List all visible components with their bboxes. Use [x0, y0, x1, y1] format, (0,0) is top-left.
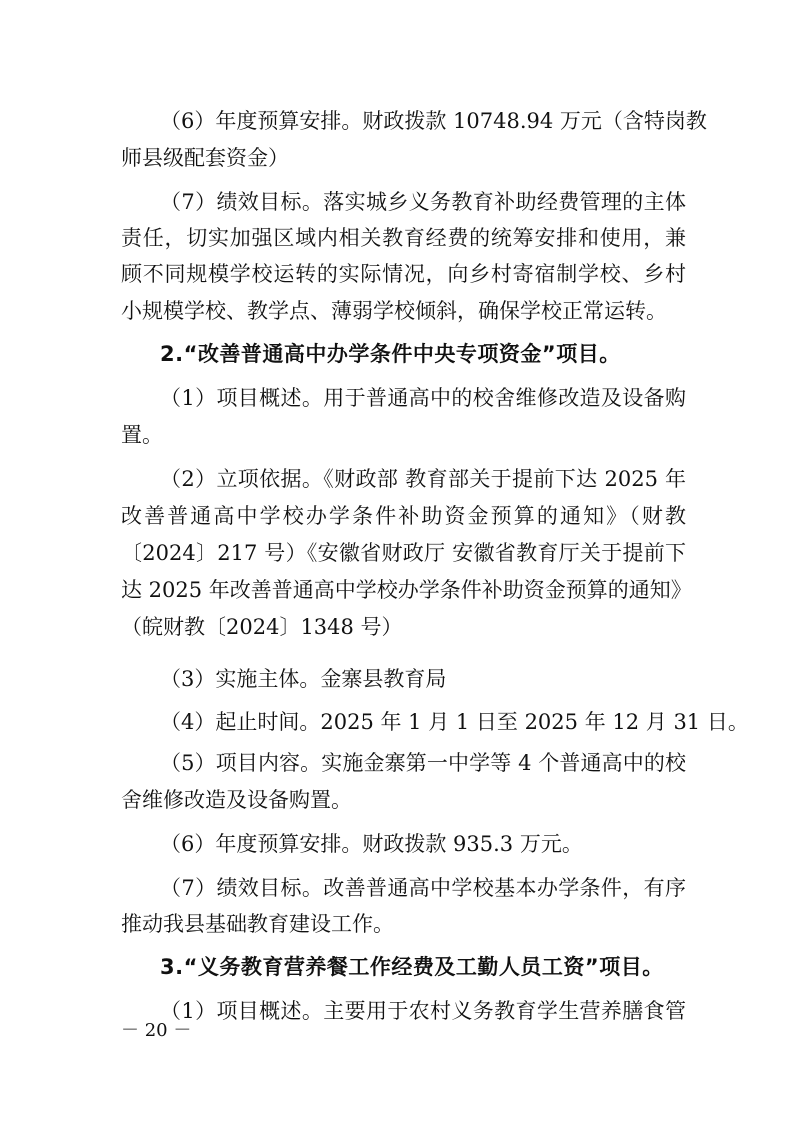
paragraph-line: （5）项目内容。实施金寨第一中学等 4 个普通高中的校 — [160, 751, 686, 775]
paragraph-line: （4）起止时间。2025 年 1 月 1 日至 2025 年 12 月 31 日。 — [160, 710, 749, 734]
paragraph-line: 师县级配套资金） — [121, 146, 289, 170]
paragraph-line: （1）项目概述。主要用于农村义务教育学生营养膳食管 — [160, 999, 686, 1023]
paragraph-line: （3）实施主体。金寨县教育局 — [160, 667, 447, 691]
paragraph-line: （1）项目概述。用于普通高中的校舍维修改造及设备购 — [160, 386, 686, 410]
paragraph-line: （6）年度预算安排。财政拨款 10748.94 万元（含特岗教 — [160, 109, 707, 133]
section-heading: 3.“义务教育营养餐工作经费及工勤人员工资”项目。 — [160, 955, 664, 979]
paragraph-line: 〔2024〕217 号）《安徽省财政厅 安徽省教育厅关于提前下 — [121, 541, 686, 565]
page-number: － 20 － — [121, 1020, 192, 1041]
paragraph-line: 小规模学校、教学点、薄弱学校倾斜，确保学校正常运转。 — [121, 299, 667, 323]
paragraph-line: 推动我县基础教育建设工作。 — [121, 912, 394, 936]
paragraph-line: 舍维修改造及设备购置。 — [121, 788, 352, 812]
paragraph-line: 顾不同规模学校运转的实际情况，向乡村寄宿制学校、乡村 — [121, 262, 686, 286]
paragraph-line: 改善普通高中学校办学条件补助资金预算的通知》（财教 — [121, 504, 686, 528]
paragraph-line: 置。 — [121, 423, 163, 447]
paragraph-line: 达 2025 年改善普通高中学校办学条件补助资金预算的通知》 — [121, 578, 692, 602]
paragraph-line: （7）绩效目标。改善普通高中学校基本办学条件，有序 — [160, 876, 686, 900]
paragraph-line: （皖财教〔2024〕1348 号） — [121, 615, 403, 639]
paragraph-line: （6）年度预算安排。财政拨款 935.3 万元。 — [160, 832, 583, 856]
section-heading: 2.“改善普通高中办学条件中央专项资金”项目。 — [160, 342, 621, 366]
paragraph-line: （7）绩效目标。落实城乡义务教育补助经费管理的主体 — [160, 190, 686, 214]
paragraph-line: （2）立项依据。《财政部 教育部关于提前下达 2025 年 — [160, 467, 686, 491]
paragraph-line: 责任，切实加强区域内相关教育经费的统筹安排和使用，兼 — [121, 226, 686, 250]
